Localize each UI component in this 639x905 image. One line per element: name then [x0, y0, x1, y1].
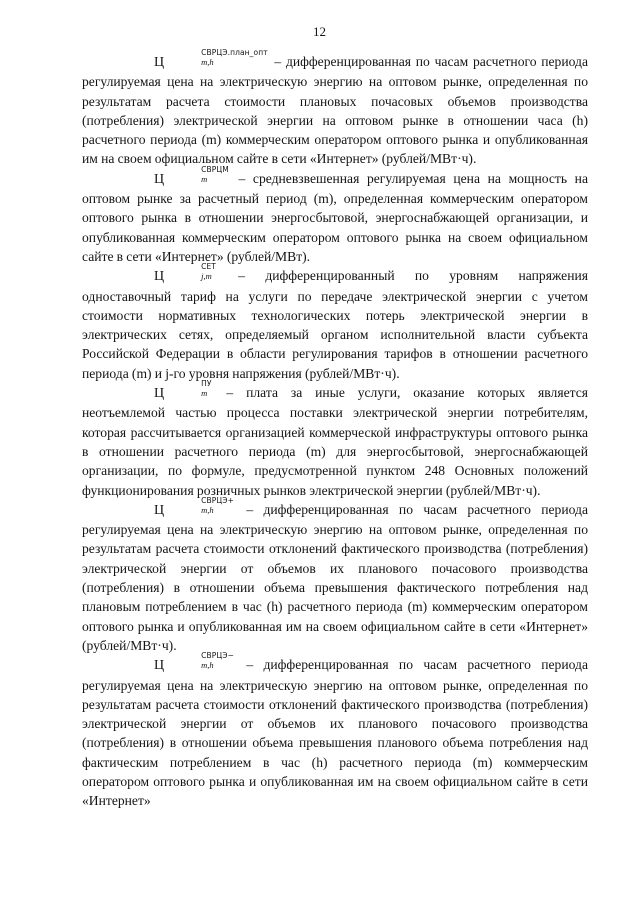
definition-paragraph-1: [82, 48, 588, 169]
symbol-superscript: СВРЦЭ+: [201, 495, 234, 505]
definition-text: – средневзвешенная регулируемая цена на мощность на оптовом рынке за расчетный период (m), определенная коммерческим оператором оптового рынка в отношении энергосбытовой, энергоснабжающей организации, и опубликованная коммерческим оператором оптового рынка на своем официальном сайте в сети «Интернет» (рублей/МВт).: [82, 170, 588, 264]
symbol-base: Ц: [154, 502, 165, 518]
definition-text: – дифференцированная по часам расчетного периода регулируемая цена на электрическую энергию на оптовом рынке, определенная по результатам расчета стоимости отклонений фактического производства (потребления) электрической энергии от объемов их планового почасового производства (потребления) в отношении объема превышения планового объема потребления над фактическим потреблением в час (h) расчетного периода (m) коммерческим оператором оптового рынка и опубликованная им на своем официальном сайте в сети «Интернет»: [82, 657, 588, 809]
definition-paragraph-4: [82, 379, 588, 500]
formula-symbol: [118, 164, 231, 189]
symbol-superscript: СВРЦМ: [201, 164, 229, 174]
symbol-base: Ц: [154, 386, 165, 402]
formula-symbol: [118, 495, 236, 520]
formula-symbol: [118, 48, 270, 72]
symbol-subscript: m,h: [201, 57, 214, 67]
symbol-subscript: m,h: [201, 504, 214, 515]
definition-paragraph-6: [82, 651, 588, 810]
symbol-superscript: СВРЦЭ−: [201, 651, 234, 661]
definition-text: – дифференцированная по часам расчетного периода регулируемая цена на электрическую энергию на оптовом рынке, определенная по результатам расчета стоимости плановых почасовых объемов производства (потребления) электрической энергии на оптовом рынке в отношении часа (h) расчетного периода (m) коммерческим оператором оптового рынка и опубликованная им на своем официальном сайте в сети «Интернет» (рублей/МВт·ч).: [82, 54, 588, 167]
definition-paragraph-3: [82, 262, 588, 383]
symbol-base: Ц: [154, 171, 165, 187]
symbol-subscript: j,m: [201, 271, 212, 282]
symbol-subscript: m: [201, 388, 208, 399]
definition-paragraph-2: [82, 164, 588, 266]
definition-paragraph-5: [82, 495, 588, 655]
document-body: [82, 48, 588, 811]
definition-text: – дифференцированный по уровням напряжения одноставочный тариф на услуги по передаче электрической энергии с учетом стоимости нормативных технологических потерь электрической энергии в электрических сетях, определяемый органом исполнительной власти субъекта Российской Федерации в области регулирования тарифов в отношении расчетного периода (m) и j-го уровня напряжения (рублей/МВт·ч).: [82, 268, 588, 381]
symbol-superscript: СВРЦЭ.план_опт: [201, 48, 268, 57]
symbol-subscript: m,h: [201, 660, 214, 671]
symbol-base: Ц: [154, 269, 165, 285]
symbol-superscript: ПУ: [201, 379, 212, 389]
symbol-base: Ц: [154, 658, 165, 674]
symbol-base: Ц: [154, 55, 165, 70]
page-number: 12: [313, 24, 326, 39]
formula-symbol: [118, 379, 214, 403]
symbol-subscript: m: [201, 173, 208, 184]
formula-symbol: [118, 651, 236, 675]
definition-text: – дифференцированная по часам расчетного периода регулируемая цена на электрическую энергию на оптовом рынке, определенная по результатам расчета стоимости отклонений фактического производства (потребления) электрической энергии от объемов их планового почасового производства (потребления) в отношении объема превышения фактического потребления над плановым потреблением в час (h) расчетного периода (m) коммерческим оператором оптового рынка и опубликованная им на своем официальном сайте в сети «Интернет» (рублей/МВт·ч).: [82, 501, 588, 653]
formula-symbol: [118, 262, 218, 286]
definition-text: – плата за иные услуги, оказание которых является неотъемлемой частью процесса поставки электрической энергии потребителям, которая рассчитывается организацией коммерческой инфраструктуры оптового рынка в отношении расчетного периода (m) для энергосбытовой, энергоснабжающей организации, по формуле, предусмотренной пунктом 248 Основных положений функционирования розничных рынков электрической энергии (рублей/МВт·ч).: [82, 385, 588, 498]
symbol-superscript: СЕТ: [201, 262, 216, 272]
